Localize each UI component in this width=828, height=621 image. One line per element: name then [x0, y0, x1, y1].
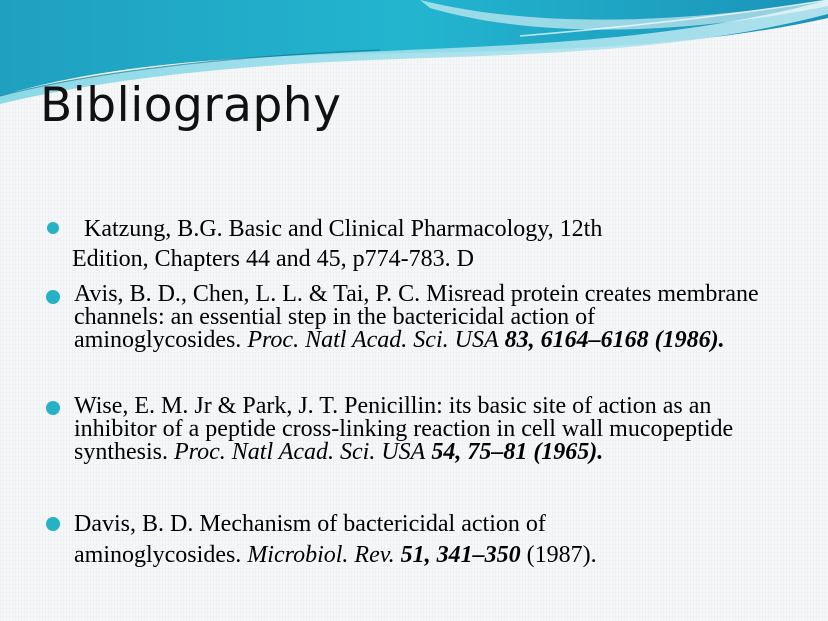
reference-1-line-2: Edition, Chapters 44 and 45, p774-783. D	[72, 246, 474, 272]
bullet-dot-icon	[47, 222, 59, 234]
reference-item-2	[74, 283, 764, 352]
reference-2-volume: 83, 6164–6168 (1986).	[498, 327, 725, 353]
slide-title: Bibliography	[40, 78, 342, 133]
reference-4-line-1: Davis, B. D. Mechanism of bactericidal action of	[74, 511, 546, 537]
reference-1-line-1: Katzung, B.G. Basic and Clinical Pharmacology, 12th	[72, 216, 603, 242]
reference-4-volume: 51, 341–350	[394, 542, 521, 568]
reference-4-line-2	[74, 540, 764, 571]
reference-4-journal: Microbiol. Rev.	[247, 542, 395, 568]
reference-item-1	[72, 214, 762, 274]
reference-3-volume: 54, 75–81 (1965).	[425, 439, 604, 465]
reference-item-4	[74, 509, 764, 571]
reference-item-3	[74, 395, 764, 464]
bullet-dot-icon	[46, 290, 60, 304]
reference-4-year: (1987).	[520, 542, 597, 568]
reference-2-journal: Proc. Natl Acad. Sci. USA	[247, 327, 499, 353]
bullet-dot-icon	[46, 517, 60, 531]
reference-2-text: Avis, B. D., Chen, L. L. & Tai, P. C. Misread protein creates membrane channels: an essential step in the bactericidal action of aminoglycosides.	[74, 281, 759, 353]
bullet-dot-icon	[46, 401, 60, 415]
reference-3-text: Wise, E. M. Jr & Park, J. T. Penicillin: its basic site of action as an inhibitor of a peptide cross-linking reaction in cell wall mucopeptide synthesis.	[74, 393, 734, 465]
reference-4-text: aminoglycosides.	[74, 542, 248, 568]
reference-3-journal: Proc. Natl Acad. Sci. USA	[174, 439, 426, 465]
